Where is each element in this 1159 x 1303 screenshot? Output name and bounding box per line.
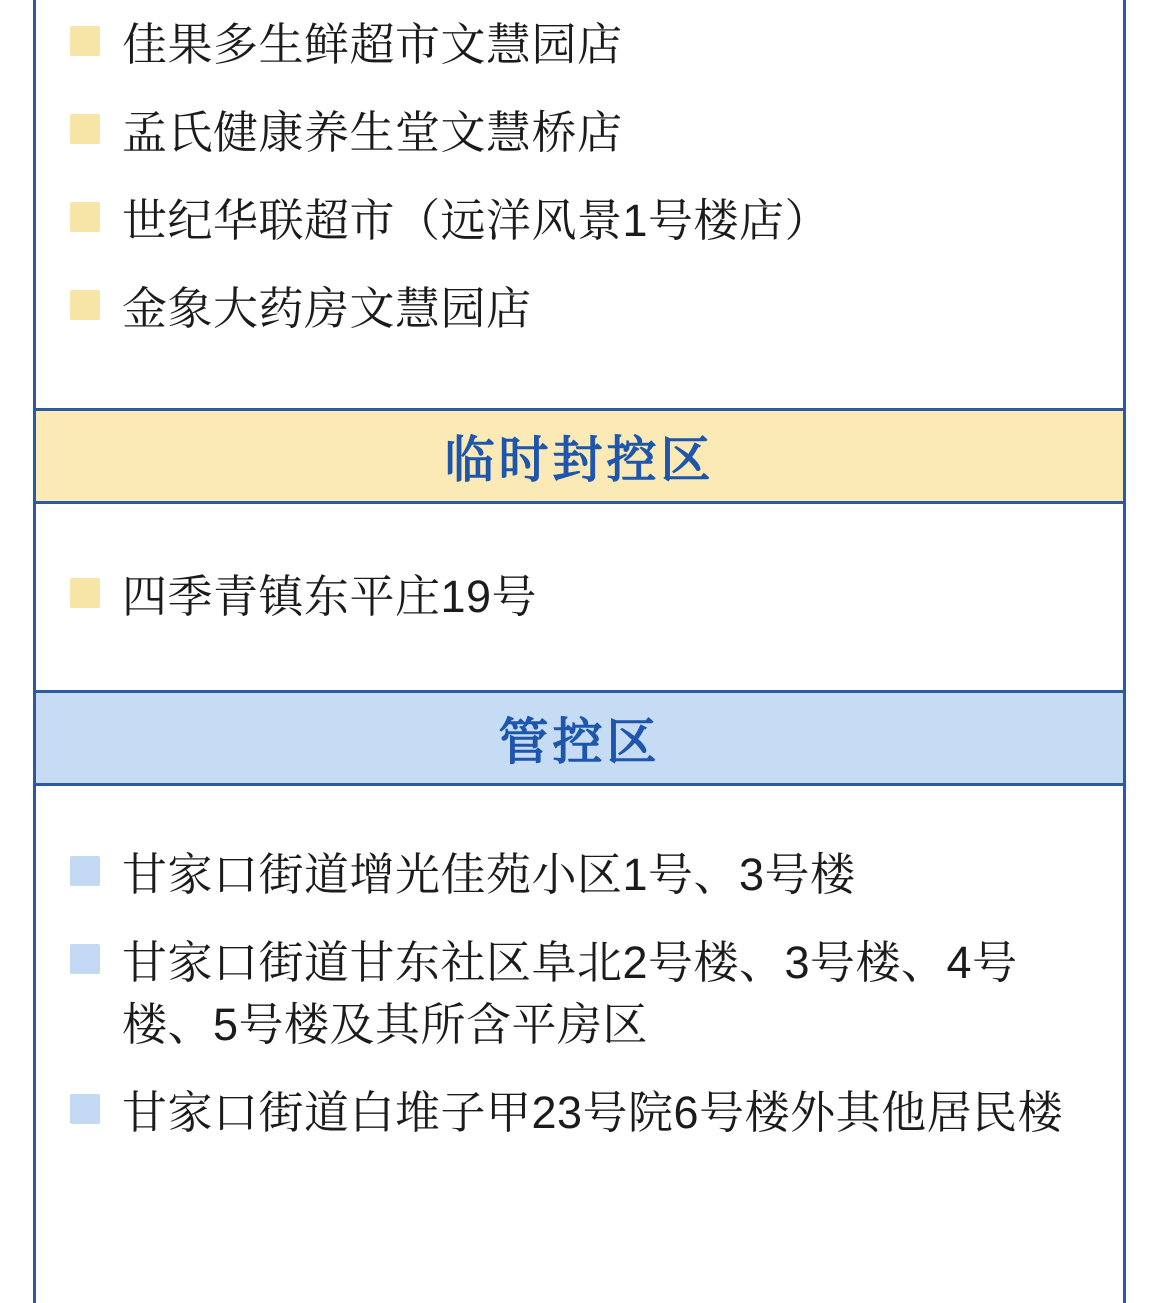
list-item-label: 四季青镇东平庄19号 xyxy=(122,571,538,622)
bullet-square-icon xyxy=(70,202,100,232)
bullet-square-icon xyxy=(70,290,100,320)
list-item xyxy=(36,190,1123,252)
list-item xyxy=(36,102,1123,164)
bullet-square-icon xyxy=(70,26,100,56)
list-item-label: 甘家口街道甘东社区阜北2号楼、3号楼、4号楼、5号楼及其所含平房区 xyxy=(122,937,1018,1050)
list-item-label: 甘家口街道白堆子甲23号院6号楼外其他居民楼 xyxy=(122,1087,1064,1138)
section-controlled-area-body xyxy=(36,786,1123,1144)
info-card xyxy=(33,0,1126,1303)
bullet-square-icon xyxy=(70,856,100,886)
list-item xyxy=(36,932,1123,1056)
list-item-label: 佳果多生鲜超市文慧园店 xyxy=(122,19,623,70)
list-item-label: 世纪华联超市（远洋风景1号楼店） xyxy=(122,195,831,246)
list-item xyxy=(36,566,1123,628)
bullet-square-icon xyxy=(70,578,100,608)
spacer xyxy=(36,786,1123,844)
section-fengkong-list-continued xyxy=(36,0,1123,408)
section-header-temporary-sealed-area xyxy=(36,408,1123,504)
spacer xyxy=(36,340,1123,408)
section-temporary-sealed-area-body xyxy=(36,504,1123,690)
list-item-label: 金象大药房文慧园店 xyxy=(122,283,532,334)
list-item xyxy=(36,1082,1123,1144)
section-header-controlled-area xyxy=(36,690,1123,786)
spacer xyxy=(36,504,1123,566)
list-item xyxy=(36,14,1123,76)
list-item-label: 孟氏健康养生堂文慧桥店 xyxy=(122,107,623,158)
spacer xyxy=(36,628,1123,690)
list-item xyxy=(36,278,1123,340)
section-title: 临时封控区 xyxy=(444,432,715,488)
bullet-square-icon xyxy=(70,944,100,974)
bullet-square-icon xyxy=(70,114,100,144)
bullet-square-icon xyxy=(70,1094,100,1124)
section-title: 管控区 xyxy=(498,714,661,770)
list-item xyxy=(36,844,1123,906)
spacer xyxy=(36,0,1123,14)
list-item-label: 甘家口街道增光佳苑小区1号、3号楼 xyxy=(122,849,856,900)
